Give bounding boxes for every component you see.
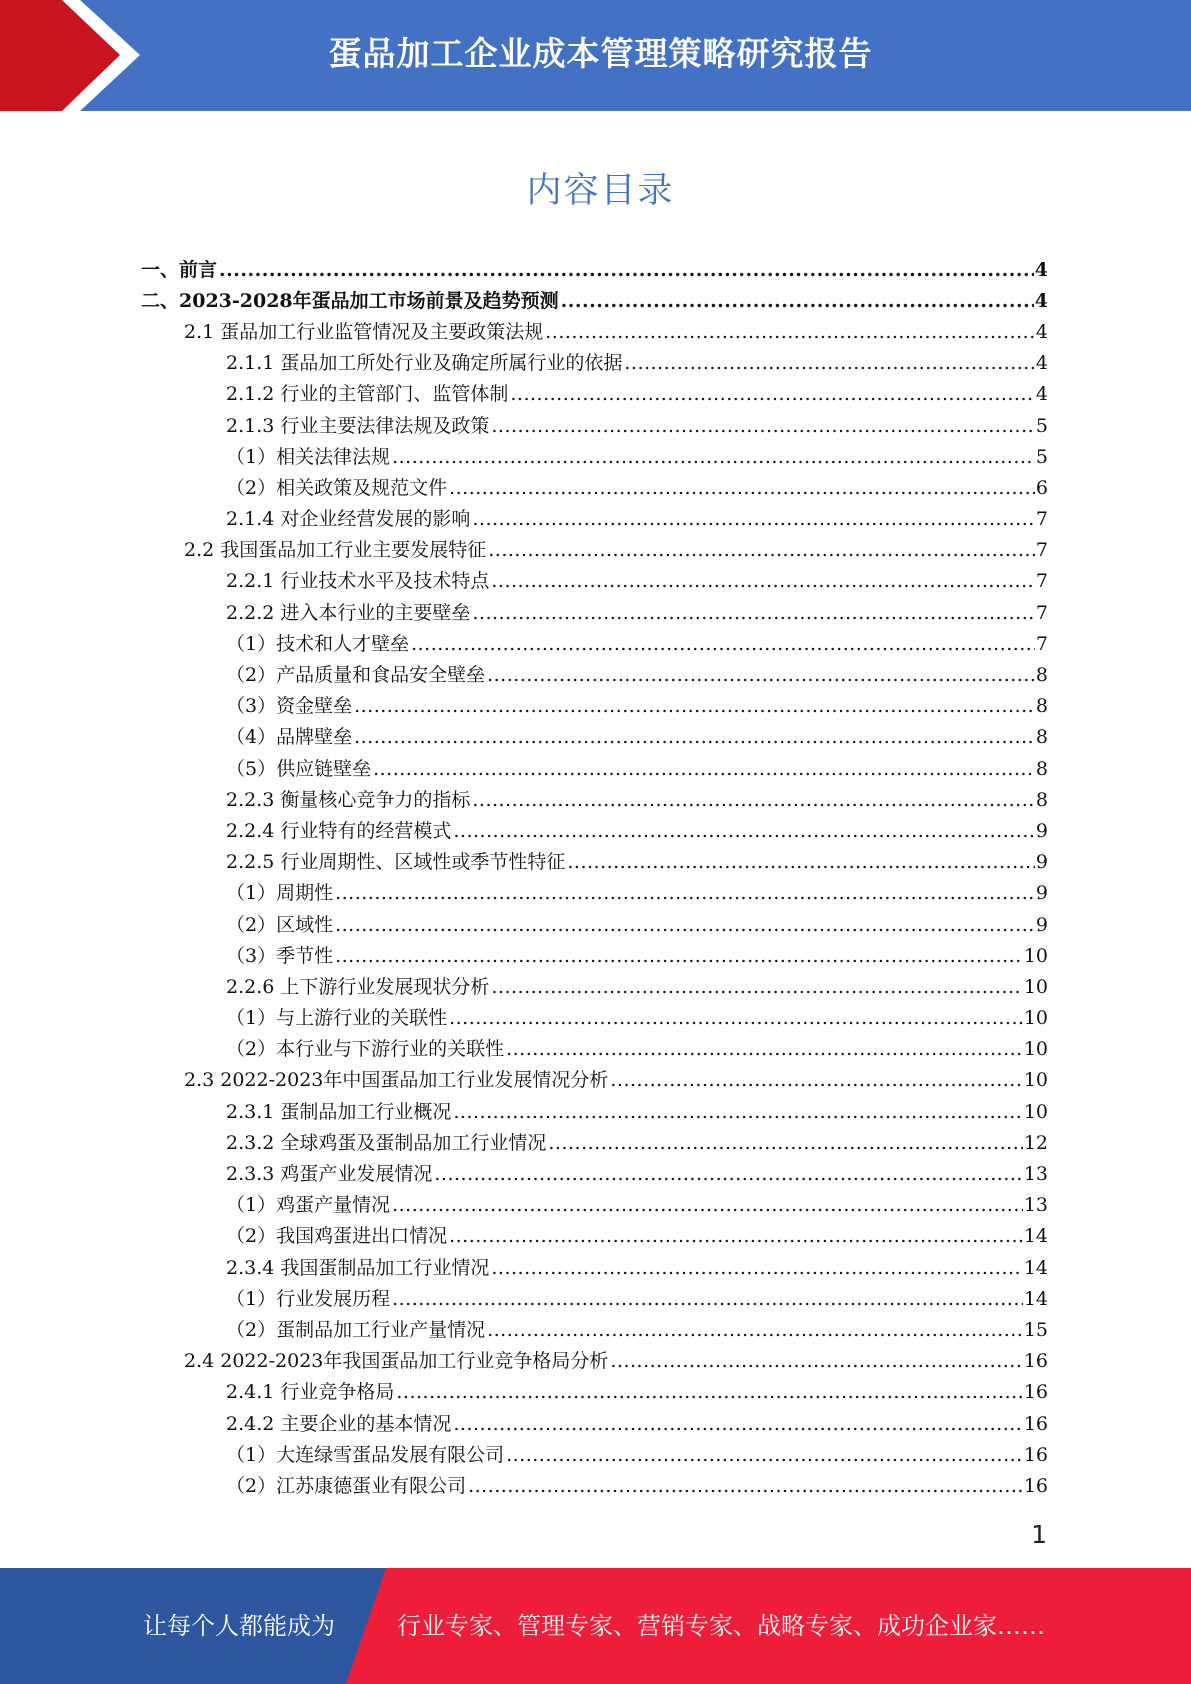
toc-entry-label: 2.1.4 对企业经营发展的影响 [226,508,471,531]
toc-entry-label: 2.2.3 衡量核心竞争力的指标 [226,788,471,811]
toc-dot-leader [472,602,1035,624]
toc-entry-label: 2.2 我国蛋品加工行业主要发展特征 [184,539,487,562]
toc-entry[interactable] [0,254,1048,285]
toc-dot-leader [453,820,1035,842]
toc-dot-leader [567,851,1035,873]
toc-entry-page: 7 [1035,508,1048,531]
toc-entry-page: 8 [1035,788,1048,811]
toc-entry-label: 2.1.2 行业的主管部门、监管体制 [226,383,509,406]
toc-entry[interactable] [0,847,1048,878]
toc-heading: 内容目录 [526,171,675,211]
toc-entry-page: 7 [1035,570,1048,593]
toc-entry[interactable] [0,348,1048,379]
toc-entry-page: 7 [1035,601,1048,624]
toc-dot-leader [610,1350,1022,1372]
toc-entry-page: 9 [1035,882,1048,905]
toc-entry[interactable] [0,504,1048,535]
toc-entry[interactable] [0,1439,1048,1470]
toc-entry[interactable] [0,566,1048,597]
toc-entry-label: 二、2023-2028年蛋品加工市场前景及趋势预测 [141,289,559,312]
toc-entry-page: 10 [1023,975,1048,998]
toc-entry-label: 2.3.2 全球鸡蛋及蛋制品加工行业情况 [226,1131,547,1154]
toc-entry-page: 7 [1035,539,1048,562]
toc-entry-label: 2.1.3 行业主要法律法规及政策 [226,414,490,437]
toc-entry-page: 4 [1035,320,1048,343]
toc-entry[interactable] [0,1003,1048,1034]
toc-entry-page: 6 [1035,476,1048,499]
toc-dot-leader [468,1475,1023,1497]
toc-entry-label: 2.4.1 行业竞争格局 [226,1381,395,1404]
toc-entry[interactable] [0,285,1048,316]
footer-slogan-left: 让每个人都能成为 [143,1612,335,1640]
toc-entry-page: 8 [1035,664,1048,687]
toc-entry[interactable] [0,1470,1048,1501]
toc-entry-label: （1）相关法律法规 [226,445,391,468]
toc-dot-leader [453,1413,1022,1435]
toc-entry-label: （2）相关政策及规范文件 [226,476,448,499]
toc-entry[interactable] [0,691,1048,722]
toc-entry[interactable] [0,316,1048,347]
toc-entry[interactable] [0,753,1048,784]
toc-entry-label: 2.2.5 行业周期性、区域性或季节性特征 [226,851,566,874]
toc-entry-page: 16 [1023,1443,1048,1466]
toc-dot-leader [335,914,1035,936]
toc-entry[interactable] [0,597,1048,628]
toc-entry-page: 14 [1023,1287,1048,1310]
toc-dot-leader [487,1319,1023,1341]
toc-entry-page: 10 [1023,1007,1048,1030]
toc-entry-label: 2.3.1 蛋制品加工行业概况 [226,1100,452,1123]
toc-entry-label: 2.4 2022-2023年我国蛋品加工行业竞争格局分析 [184,1350,609,1373]
toc-entry[interactable] [0,1314,1048,1345]
toc-entry[interactable] [0,1283,1048,1314]
toc-dot-leader [610,1069,1022,1091]
toc-dot-leader [561,290,1034,312]
toc-entry[interactable] [0,628,1048,659]
toc-dot-leader [373,758,1035,780]
toc-entry[interactable] [0,909,1048,940]
toc-dot-leader [510,383,1035,405]
toc-dot-leader [491,1257,1022,1279]
toc-dot-leader [545,321,1035,343]
table-of-contents [0,254,1191,1502]
toc-entry-label: 2.2.6 上下游行业发展现状分析 [226,975,490,998]
toc-entry-page: 14 [1023,1256,1048,1279]
page-footer [0,1568,1191,1684]
toc-dot-leader [506,1444,1023,1466]
footer-slogan-right: 行业专家、管理专家、营销专家、战略专家、成功企业家…… [397,1612,1045,1640]
toc-entry[interactable] [0,410,1048,441]
toc-entry-page: 10 [1023,944,1048,967]
toc-entry-label: （2）江苏康德蛋业有限公司 [226,1474,467,1497]
toc-dot-leader [335,945,1023,967]
page-number: 1 [1031,1520,1047,1549]
toc-entry-label: （1）行业发展历程 [226,1287,391,1310]
toc-entry-label: 2.3 2022-2023年中国蛋品加工行业发展情况分析 [184,1069,609,1092]
toc-dot-leader [506,1038,1023,1060]
toc-entry-label: （1）与上游行业的关联性 [226,1007,448,1030]
toc-entry-page: 5 [1035,414,1048,437]
toc-dot-leader [472,508,1035,530]
toc-entry-label: （4）品牌壁垒 [226,726,353,749]
toc-entry[interactable] [0,1127,1048,1158]
toc-entry-page: 13 [1023,1163,1048,1186]
toc-dot-leader [219,259,1034,281]
toc-dot-leader [487,664,1035,686]
toc-dot-leader [624,352,1035,374]
toc-entry-page: 10 [1023,1100,1048,1123]
toc-dot-leader [491,570,1035,592]
toc-entry-page: 4 [1035,352,1048,375]
toc-entry-page: 4 [1034,289,1048,312]
toc-entry-page: 4 [1034,258,1048,281]
toc-entry[interactable] [0,1252,1048,1283]
toc-dot-leader [491,415,1035,437]
toc-dot-leader [491,976,1022,998]
toc-entry[interactable] [0,1408,1048,1439]
toc-entry-label: （2）区域性 [226,913,334,936]
toc-dot-leader [472,789,1035,811]
toc-dot-leader [453,1101,1022,1123]
toc-entry[interactable] [0,784,1048,815]
toc-entry-page: 16 [1023,1381,1048,1404]
toc-dot-leader [548,1132,1022,1154]
toc-entry-label: （2）我国鸡蛋进出口情况 [226,1225,448,1248]
toc-entry[interactable] [0,1190,1048,1221]
toc-entry[interactable] [0,441,1048,472]
toc-entry-page: 16 [1023,1350,1048,1373]
toc-entry-page: 8 [1035,726,1048,749]
toc-entry-label: （1）周期性 [226,882,334,905]
toc-entry-label: （3）资金壁垒 [226,695,353,718]
toc-entry[interactable] [0,1034,1048,1065]
toc-entry-label: （2）产品质量和食品安全壁垒 [226,664,486,687]
toc-dot-leader [449,477,1035,499]
toc-dot-leader [449,1225,1023,1247]
toc-entry[interactable] [0,815,1048,846]
toc-entry-page: 9 [1035,913,1048,936]
toc-entry-label: 2.2.1 行业技术水平及技术特点 [226,570,490,593]
toc-entry[interactable] [0,1096,1048,1127]
toc-entry-label: 2.3.4 我国蛋制品加工行业情况 [226,1256,490,1279]
toc-dot-leader [392,446,1035,468]
toc-entry-page: 10 [1023,1038,1048,1061]
toc-entry[interactable] [0,535,1048,566]
toc-dot-leader [396,1381,1022,1403]
toc-entry[interactable] [0,1377,1048,1408]
toc-entry-label: （1）技术和人才壁垒 [226,632,410,655]
toc-entry-page: 14 [1023,1225,1048,1248]
toc-dot-leader [392,1288,1023,1310]
toc-entry-label: 一、前言 [141,258,218,281]
toc-entry-label: 2.2.4 行业特有的经营模式 [226,819,452,842]
page-header [0,0,1191,111]
toc-dot-leader [434,1163,1022,1185]
toc-entry[interactable] [0,379,1048,410]
toc-dot-leader [335,882,1035,904]
toc-entry-page: 8 [1035,757,1048,780]
toc-dot-leader [354,726,1035,748]
toc-entry-page: 7 [1035,632,1048,655]
toc-entry[interactable] [0,971,1048,1002]
report-title: 蛋品加工企业成本管理策略研究报告 [328,34,873,73]
toc-entry-label: （2）蛋制品加工行业产量情况 [226,1318,486,1341]
toc-entry[interactable] [0,472,1048,503]
toc-entry-page: 15 [1023,1318,1048,1341]
toc-dot-leader [354,695,1035,717]
toc-entry-page: 9 [1035,819,1048,842]
toc-entry-label: 2.1.1 蛋品加工所处行业及确定所属行业的依据 [226,352,623,375]
toc-entry-label: （1）鸡蛋产量情况 [226,1194,391,1217]
toc-entry-page: 9 [1035,851,1048,874]
toc-entry-page: 4 [1035,383,1048,406]
toc-entry[interactable] [0,1158,1048,1189]
toc-entry-page: 10 [1023,1069,1048,1092]
toc-entry[interactable] [0,1221,1048,1252]
toc-entry-label: 2.2.2 进入本行业的主要壁垒 [226,601,471,624]
toc-entry-label: （1）大连绿雪蛋品发展有限公司 [226,1443,505,1466]
toc-entry-page: 16 [1023,1412,1048,1435]
toc-dot-leader [449,1007,1023,1029]
toc-entry-label: （3）季节性 [226,944,334,967]
toc-entry-label: （2）本行业与下游行业的关联性 [226,1038,505,1061]
toc-entry-page: 13 [1023,1194,1048,1217]
toc-entry[interactable] [0,1065,1048,1096]
toc-entry[interactable] [0,940,1048,971]
toc-entry-label: 2.1 蛋品加工行业监管情况及主要政策法规 [184,320,544,343]
toc-entry-page: 8 [1035,695,1048,718]
toc-dot-leader [488,539,1035,561]
toc-entry-label: 2.4.2 主要企业的基本情况 [226,1412,452,1435]
toc-entry[interactable] [0,878,1048,909]
toc-entry[interactable] [0,659,1048,690]
toc-entry[interactable] [0,1346,1048,1377]
toc-entry-page: 16 [1023,1474,1048,1497]
toc-entry-label: （5）供应链壁垒 [226,757,372,780]
toc-entry-page: 12 [1023,1131,1048,1154]
toc-entry-label: 2.3.3 鸡蛋产业发展情况 [226,1163,433,1186]
toc-dot-leader [392,1194,1023,1216]
toc-entry[interactable] [0,722,1048,753]
toc-dot-leader [411,633,1035,655]
toc-entry-page: 5 [1035,445,1048,468]
